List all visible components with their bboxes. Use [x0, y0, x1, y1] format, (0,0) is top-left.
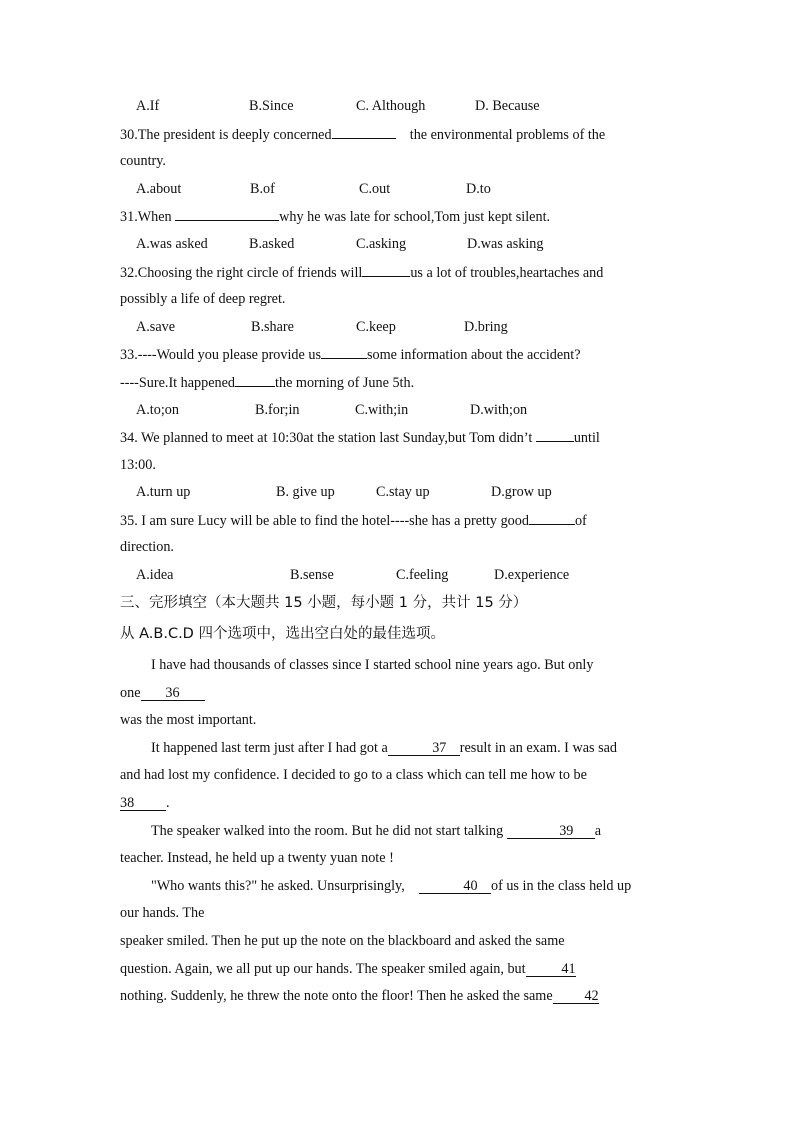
q31-stem [120, 206, 674, 227]
q30-stem-part1: 30.The president is deeply concerned [120, 127, 332, 143]
q30-option-c: C.out [359, 181, 391, 197]
passage-text: It happened last term just after I had got a [151, 740, 388, 756]
blank-39[interactable]: 39 [507, 824, 595, 839]
q33-reply-part1: ----Sure.It happened [120, 375, 236, 391]
q32-option-b: B.share [251, 319, 294, 335]
passage-p2-line1 [120, 738, 674, 758]
q31-answer-blank[interactable] [175, 206, 279, 221]
passage-p3-line2: teacher. Instead, he held up a twenty yuan note ! [120, 850, 394, 866]
passage-p1-line1: I have had thousands of classes since I started school nine years ago. But only [151, 657, 594, 673]
q30-stem-part2: the environmental problems of the [409, 127, 606, 143]
q33-option-a: A.to;on [136, 402, 179, 418]
section-heading: 三、完形填空（本大题共 15 小题，每小题 1 分，共计 15 分） [120, 595, 528, 611]
q34-answer-blank[interactable] [536, 427, 574, 442]
q33-answer-blank-2[interactable] [235, 372, 275, 387]
q30-stem [120, 124, 674, 145]
passage-p1-line2 [120, 683, 674, 703]
q30-answer-blank[interactable] [332, 124, 396, 139]
blank-41[interactable]: 41 [526, 962, 576, 977]
q32-option-d: D.bring [464, 319, 508, 335]
q33-stem-part2: some information about the accident? [366, 347, 581, 363]
q29-option-c: C. Although [356, 98, 426, 114]
q32-stem-part1: 32.Choosing the right circle of friends will [120, 265, 363, 281]
section-instruction: 从 A.B.C.D 四个选项中，选出空白处的最佳选项。 [120, 626, 445, 642]
q31-stem-part2: why he was late for school,Tom just kept silent. [279, 209, 551, 225]
q29-option-d: D. Because [475, 98, 540, 114]
passage-text: nothing. Suddenly, he threw the note onto the floor! Then he asked the same [120, 988, 553, 1004]
passage-p5-line1: speaker smiled. Then he put up the note on the blackboard and asked the same [120, 933, 565, 949]
blank-38[interactable]: 38 [120, 796, 166, 811]
q34-stem-part1: 34. We planned to meet at 10:30at the station last Sunday,but Tom didn’t [120, 430, 533, 446]
q30-option-a: A.about [136, 181, 182, 197]
blank-40[interactable]: 40 [419, 879, 491, 894]
q34-stem [120, 427, 674, 448]
q29-option-b: B.Since [249, 98, 294, 114]
q32-answer-blank[interactable] [362, 262, 410, 277]
passage-text: a [594, 823, 602, 839]
q33-answer-blank-1[interactable] [321, 344, 367, 359]
q34-option-b: B. give up [276, 484, 335, 500]
q35-option-d: D.experience [494, 567, 570, 583]
q30-option-b: B.of [250, 181, 275, 197]
passage-p2-line3 [120, 793, 674, 813]
q31-option-a: A.was asked [136, 236, 208, 252]
q30-option-d: D.to [466, 181, 491, 197]
passage-text: question. Again, we all put up our hands. The speaker smiled again, but [120, 961, 526, 977]
blank-42[interactable]: 42 [553, 989, 599, 1004]
blank-37[interactable]: 37 [388, 741, 460, 756]
q32-option-c: C.keep [356, 319, 396, 335]
passage-p5-line3 [120, 986, 674, 1006]
q31-stem-part1: 31.When [120, 209, 172, 225]
q35-option-b: B.sense [290, 567, 334, 583]
passage-p3-line1 [120, 821, 674, 841]
q32-stem-continued: possibly a life of deep regret. [120, 291, 286, 307]
q32-option-a: A.save [136, 319, 176, 335]
q32-stem [120, 262, 674, 283]
q35-stem-continued: direction. [120, 539, 174, 555]
q30-stem-continued: country. [120, 153, 166, 169]
q34-stem-part2: until [573, 430, 600, 446]
q33-stem-part1: 33.----Would you please provide us [120, 347, 321, 363]
q35-stem-part2: of [574, 513, 587, 529]
q31-option-c: C.asking [356, 236, 407, 252]
q34-option-c: C.stay up [376, 484, 430, 500]
q29-option-a: A.If [136, 98, 160, 114]
passage-text: result in an exam. I was sad [459, 740, 617, 756]
passage-text: The speaker walked into the room. But he did not start talking [151, 823, 504, 839]
passage-p5-line2 [120, 959, 674, 979]
q33-reply-part2: the morning of June 5th. [275, 375, 415, 391]
passage-text: . [166, 795, 170, 811]
q35-answer-blank[interactable] [529, 510, 575, 525]
q33-stem [120, 344, 674, 365]
q33-reply [120, 372, 674, 393]
passage-p2-line2: and had lost my confidence. I decided to go to a class which can tell me how to be [120, 767, 587, 783]
passage-p4-line1 [120, 876, 674, 896]
passage-text: of us in the class held up [490, 878, 632, 894]
passage-p1-line3: was the most important. [120, 712, 257, 728]
passage-p4-line2: our hands. The [120, 905, 205, 921]
q32-stem-part2: us a lot of troubles,heartaches and [410, 265, 604, 281]
q31-option-d: D.was asking [467, 236, 544, 252]
q35-stem [120, 510, 674, 531]
q33-option-b: B.for;in [255, 402, 300, 418]
q31-option-b: B.asked [249, 236, 295, 252]
q35-stem-part1: 35. I am sure Lucy will be able to find the hotel----she has a pretty good [120, 513, 529, 529]
q35-option-c: C.feeling [396, 567, 449, 583]
passage-word: one [120, 685, 141, 701]
q35-option-a: A.idea [136, 567, 174, 583]
q34-stem-continued: 13:00. [120, 457, 156, 473]
blank-36[interactable]: 36 [141, 686, 205, 701]
q34-option-d: D.grow up [491, 484, 552, 500]
q33-option-c: C.with;in [355, 402, 409, 418]
q33-option-d: D.with;on [470, 402, 528, 418]
passage-text: "Who wants this?" he asked. Unsurprisingly, [151, 878, 405, 894]
q34-option-a: A.turn up [136, 484, 191, 500]
